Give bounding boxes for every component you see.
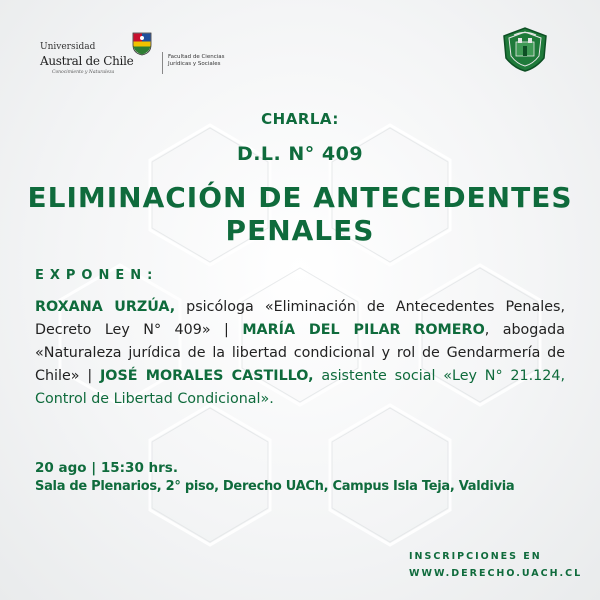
speaker-2-description: , abogada «Naturaleza jurídica de la libertad condicional y rol de Gendarmería de Chile» | (35, 322, 565, 384)
speakers-heading: EXPONEN: (35, 268, 159, 283)
speaker-3-description: asistente social «Ley N° 21.124, Control de Libertad Condicional». (35, 368, 565, 407)
speaker-2-name: MARÍA DEL PILAR ROMERO (242, 322, 485, 338)
faculty-line2: Jurídicas y Sociales (168, 61, 221, 67)
decree-number: D.L. N° 409 (236, 143, 364, 165)
title-line1: ELIMINACIÓN DE ANTECEDENTES (27, 181, 573, 214)
faculty-name (168, 54, 224, 68)
uach-logo (40, 30, 225, 80)
speakers-paragraph (35, 296, 565, 411)
uach-crest-icon (132, 32, 152, 56)
registration-label: INSCRIPCIONES EN (409, 551, 542, 562)
event-location: Sala de Plenarios, 2° piso, Derecho UACh, Campus Isla Teja, Valdivia (35, 479, 515, 494)
event-datetime: 20 ago | 15:30 hrs. (35, 460, 178, 476)
event-title (0, 181, 600, 247)
speaker-1-name: ROXANA URZÚA (35, 299, 170, 315)
logo-divider (162, 52, 163, 74)
faculty-line1: Facultad de Ciencias (168, 54, 225, 60)
university-name-line1: Universidad (40, 42, 96, 52)
speaker-1-comma: , (169, 299, 176, 315)
university-name-line2: Austral de Chile (40, 54, 134, 68)
gendarmeria-shield-icon (500, 24, 550, 74)
title-line2: PENALES (225, 214, 375, 247)
event-kicker: CHARLA: (261, 110, 339, 128)
registration-website[interactable]: WWW.DERECHO.UACH.CL (409, 568, 583, 579)
speaker-1-description: psicóloga «Eliminación de Antecedentes Penales, Decreto Ley N° 409» | (35, 299, 565, 338)
speaker-3-name: JOSÉ MORALES CASTILLO, (99, 368, 314, 384)
university-motto: Conocimiento y Naturaleza (52, 70, 115, 75)
